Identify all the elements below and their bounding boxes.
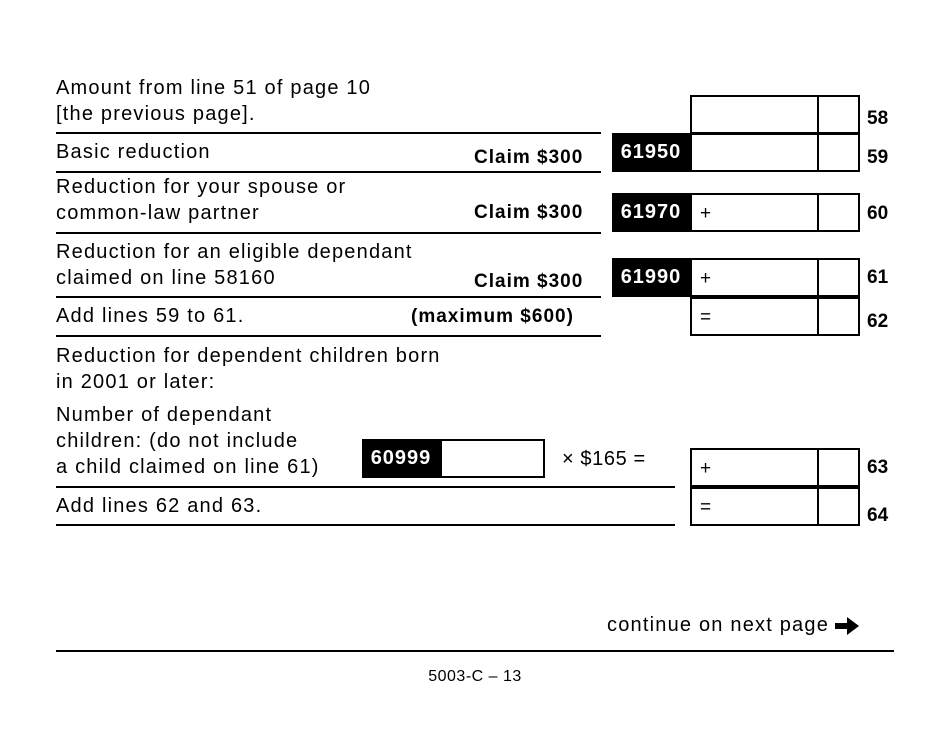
cents-divider [817, 133, 819, 172]
line-61-label-cont: claimed on line 58160 [56, 267, 276, 289]
cents-divider [817, 487, 819, 526]
line-63-label-cont: children: (do not include [56, 430, 299, 452]
children-count-field[interactable] [440, 439, 545, 478]
arrow-right-icon [833, 614, 861, 638]
line-60-claim: Claim $300 [474, 202, 584, 223]
equals-sign: = [700, 497, 712, 518]
equals-sign: = [700, 307, 712, 328]
line-59-amount-field[interactable] [690, 133, 860, 172]
line-61-amount-field[interactable] [690, 258, 860, 297]
line-58-amount-field[interactable] [690, 95, 860, 134]
line-62-amount-field[interactable] [690, 297, 860, 336]
line-60-label-cont: common-law partner [56, 202, 260, 224]
continue-note [607, 612, 861, 638]
line-60-label: Reduction for your spouse or [56, 176, 347, 198]
line-60-rule [56, 232, 601, 234]
line-58-label-cont: [the previous page]. [56, 103, 256, 125]
line-62-label: Add lines 59 to 61. [56, 305, 245, 327]
plus-sign: + [700, 458, 712, 479]
line-number-60: 60 [867, 203, 889, 224]
line-61-claim: Claim $300 [474, 271, 584, 292]
plus-sign: + [700, 268, 712, 289]
line-61-rule [56, 296, 601, 298]
line-59-label: Basic reduction [56, 141, 211, 163]
line-64-amount-field[interactable] [690, 487, 860, 526]
cents-divider [817, 95, 819, 134]
line-63-label-cont2: a child claimed on line 61) [56, 456, 320, 478]
line-64-label: Add lines 62 and 63. [56, 495, 263, 517]
line-number-61: 61 [867, 267, 889, 288]
line-60-amount-field[interactable] [690, 193, 860, 232]
line-64-rule [56, 524, 675, 526]
line-58-rule [56, 132, 601, 134]
line-62-maximum: (maximum $600) [411, 306, 574, 327]
line-60-code: 61970 [612, 193, 690, 232]
line-number-62: 62 [867, 311, 889, 332]
line-61-label: Reduction for an eligible dependant [56, 241, 413, 263]
line-number-58: 58 [867, 108, 889, 129]
cents-divider [817, 297, 819, 336]
line-63-multiplier: × $165 = [562, 448, 646, 470]
line-58-label: Amount from line 51 of page 10 [56, 77, 372, 99]
cents-divider [817, 448, 819, 487]
line-63-code: 60999 [362, 439, 440, 478]
line-59-rule [56, 171, 601, 173]
footer-rule [56, 650, 894, 652]
line-number-64: 64 [867, 505, 889, 526]
continue-text: continue on next page [607, 614, 830, 636]
children-section-label-cont: in 2001 or later: [56, 371, 216, 393]
line-59-code: 61950 [612, 133, 690, 172]
line-63-amount-field[interactable] [690, 448, 860, 487]
line-62-rule [56, 335, 601, 337]
line-63-rule [56, 486, 675, 488]
cents-divider [817, 193, 819, 232]
line-number-59: 59 [867, 147, 889, 168]
line-59-claim: Claim $300 [474, 147, 584, 168]
plus-sign: + [700, 203, 712, 224]
page-id: 5003-C – 13 [428, 668, 522, 685]
line-61-code: 61990 [612, 258, 690, 297]
children-section-label: Reduction for dependent children born [56, 345, 441, 367]
cents-divider [817, 258, 819, 297]
line-63-label: Number of dependant [56, 404, 273, 426]
line-number-63: 63 [867, 457, 889, 478]
